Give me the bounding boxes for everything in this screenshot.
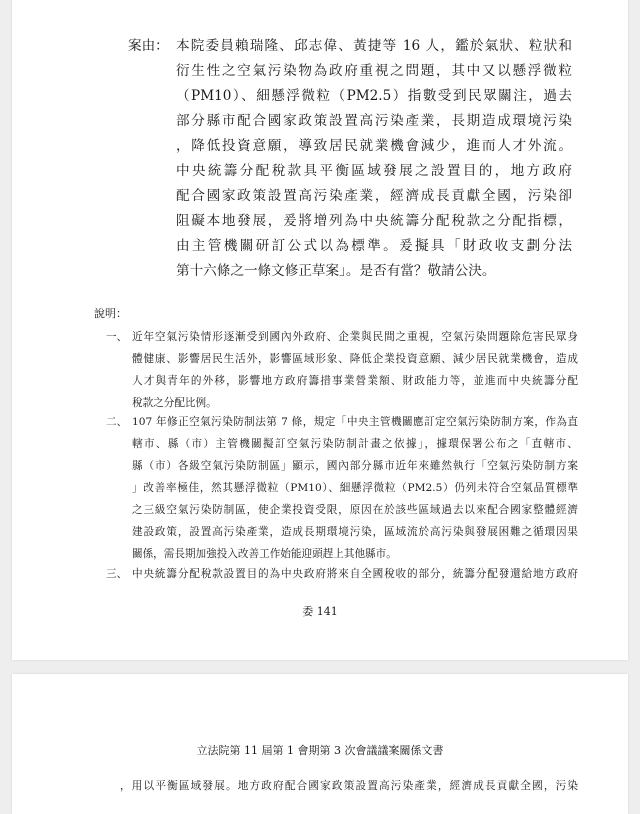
note-line: 關係，需長期加強投入改善工作始能迎頭趕上其他縣市。 (132, 548, 397, 560)
note-line: 人才與青年的外移，影響地方政府籌措事業營業額、財政能力等，並進而中央統籌分配 (132, 375, 578, 387)
note-item (106, 411, 578, 565)
case-line: 阻礙本地發展，爰將增列為中央統籌分配稅款之分配指標， (176, 213, 572, 229)
note-line: 」改善率極佳，然其懸浮微粒（PM10）、細懸浮微粒（PM2.5）仍列未符合空氣品質標準 (132, 482, 578, 494)
note-line: 中央統籌分配稅款設置目的為中央政府將來自全國稅收的部分，統籌分配發還給地方政府 (132, 568, 578, 580)
notes-title: 說明： (94, 307, 127, 320)
page-footer: 委 141 (302, 605, 338, 618)
case-line: 配合國家政策設置高污染產業，經濟成長貢獻全國，污染卻 (176, 188, 572, 204)
note-item (106, 563, 578, 585)
case-line: 由主管機關研訂公式以為標準。爰擬具「財政收支劃分法 (176, 238, 572, 254)
note-number: 一、 (106, 331, 128, 343)
case-line: 部分縣市配合國家政策設置高污染產業，長期造成環境污染 (176, 113, 572, 129)
case-line: 第十六條之一條文修正草案」。是否有當？敬請公決。 (176, 263, 496, 279)
case-line: ，降低投資意願，導致居民就業機會減少，進而人才外流。 (176, 138, 572, 154)
note-line: 近年空氣污染情形逐漸受到國內外政府、企業與民間之重視，空氣污染問題除危害民眾身 (132, 331, 578, 343)
note-line: 轄市、縣（市）主管機關擬訂空氣污染防制計畫之依據」，據環保署公布之「直轄市、 (132, 438, 578, 450)
case-line: 衍生性之空氣污染物為政府重視之問題，其中又以懸浮微粒 (176, 63, 572, 79)
note-line: 稅款之分配比例。 (132, 397, 217, 409)
note-line: 體健康、影響居民生活外，影響區域形象、降低企業投資意願、減少居民就業機會，造成 (132, 353, 578, 365)
case-label: 案由： (128, 38, 169, 54)
note-number: 三、 (106, 568, 128, 580)
case-text (176, 34, 572, 284)
document-page-2 (12, 674, 628, 814)
case-line: 本院委員賴瑞隆、邱志偉、黃捷等 16 人，鑑於氣狀、粒狀和 (176, 38, 572, 54)
note-item (106, 326, 578, 414)
note-line: 縣（市）各級空氣污染防制區」顯示，國內部分縣市近年來雖然執行「空氣污染防制方案 (132, 460, 578, 472)
case-line: （PM10）、細懸浮微粒（PM2.5）指數受到民眾關注，過去 (176, 88, 572, 104)
case-line: 中央統籌分配稅款具平衡區域發展之設置目的，地方政府 (176, 163, 572, 179)
note-number: 二、 (106, 416, 128, 428)
continued-text-line: ，用以平衡區域發展。地方政府配合國家政策設置高污染產業，經濟成長貢獻全國，污染 (120, 780, 578, 792)
note-line: 之三級空氣污染防制區，使企業投資受限，原因在於該些區域過去以來配合國家整體經濟 (132, 504, 578, 516)
note-line: 107 年修正空氣污染防制法第 7 條，規定「中央主管機關應訂定空氣污染防制方案，作為直 (132, 416, 578, 428)
document-page-1 (12, 0, 628, 660)
note-line: 建設政策，設置高污染產業，造成長期環境污染，區域流於高污染與發展困難之循環因果 (132, 526, 578, 538)
case-section (128, 34, 578, 284)
page-header: 立法院第 11 屆第 1 會期第 3 次會議議案關係文書 (196, 744, 444, 757)
